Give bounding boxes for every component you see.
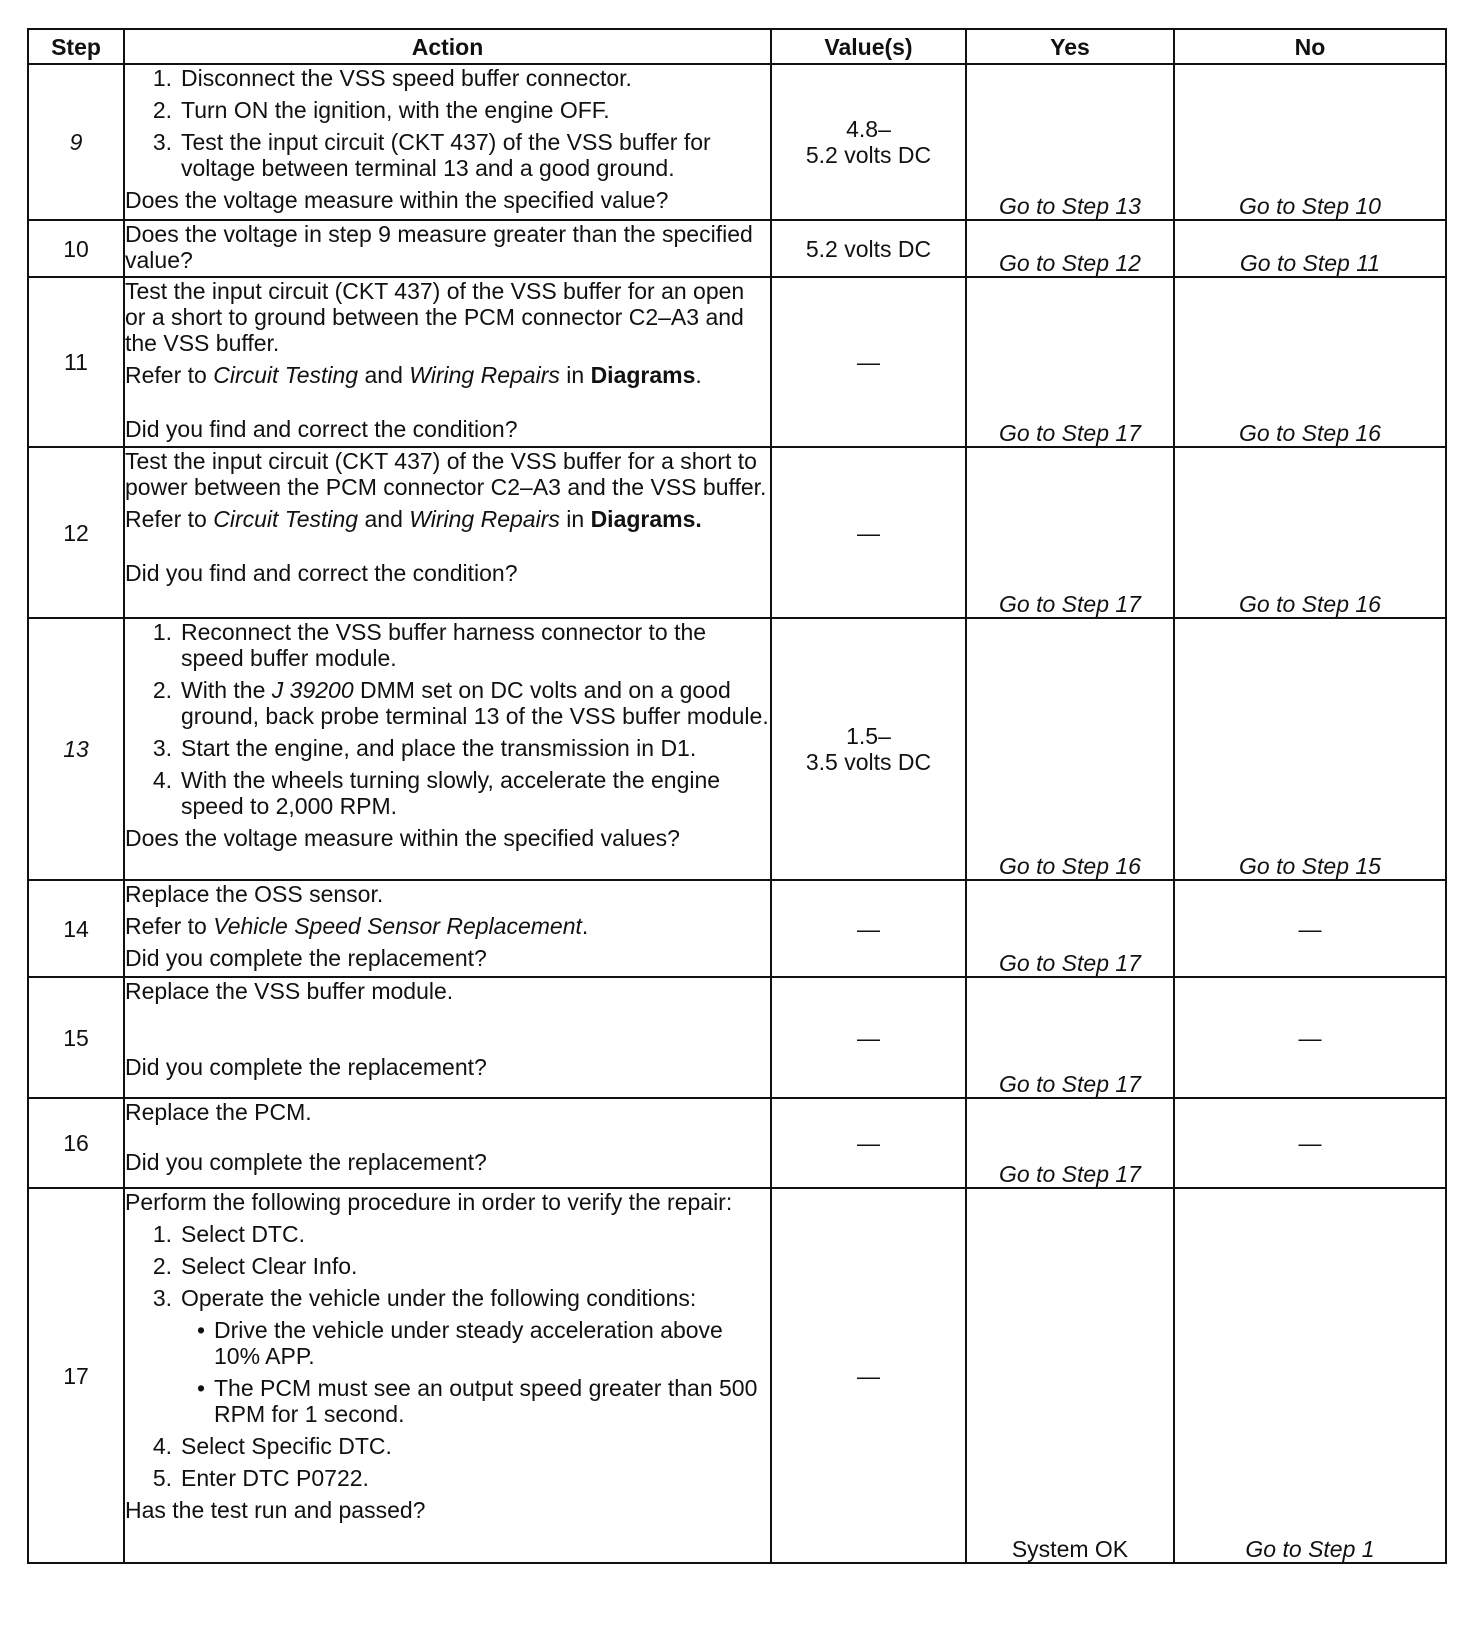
action-text: Replace the PCM. [125,1099,312,1125]
header-values: Value(s) [771,29,966,64]
step-number: 14 [28,880,124,977]
value-cell: — [771,977,966,1098]
step-number: 17 [28,1188,124,1563]
yes-result: Go to Step 17 [966,277,1174,447]
question: Did you complete the replacement? [125,945,487,971]
value-cell: — [771,1188,966,1563]
header-step: Step [28,29,124,64]
action-text: Test the input circuit (CKT 437) of the VSS buffer for an open or a short to ground between the PCM connector C2–A3 and the VSS buffer. [125,278,745,356]
yes-result: Go to Step 13 [966,64,1174,220]
yes-result: Go to Step 12 [966,220,1174,277]
question: Does the voltage measure within the specified value? [125,187,669,213]
yes-result: System OK [966,1188,1174,1563]
yes-result: Go to Step 17 [966,880,1174,977]
no-result: Go to Step 15 [1174,618,1446,880]
table-row [28,1098,1446,1188]
list-item: 4. Select Specific DTC. [152,1433,392,1459]
refer-link: Circuit Testing [213,362,359,388]
refer-link: Wiring Repairs [409,362,560,388]
question: Did you complete the replacement? [125,1054,487,1080]
refer-line: Refer to Vehicle Speed Sensor Replacement. [125,913,589,939]
value-line: 3.5 volts DC [805,749,932,775]
question: Did you find and correct the condition? [125,560,518,586]
procedure-list [125,619,770,819]
list-item: 1. Disconnect the VSS speed buffer connector. [152,65,632,91]
step-number: 16 [28,1098,124,1188]
table-row [28,880,1446,977]
yes-result: Go to Step 17 [966,977,1174,1098]
step-number: 10 [28,220,124,277]
question: Does the voltage measure within the specified values? [125,825,680,851]
list-item: 3. Operate the vehicle under the following conditions: • Drive the vehicle under steady acceleration above 10% APP. • The PCM must see an output speed greater than 500 RPM for 1 second. [125,1285,770,1427]
action-cell [124,880,771,977]
action-cell [124,1188,771,1563]
action-cell [124,447,771,618]
action-text: Test the input circuit (CKT 437) of the VSS buffer for a short to power between the PCM connector C2–A3 and the VSS buffer. [125,448,767,500]
diagnostic-table [27,28,1447,1564]
list-item: 2. Select Clear Info. [152,1253,358,1279]
step-number: 12 [28,447,124,618]
list-item: 4. With the wheels turning slowly, accelerate the engine speed to 2,000 RPM. [152,767,721,819]
action-cell [124,64,771,220]
refer-link: Circuit Testing [213,506,359,532]
bullet-item: • The PCM must see an output speed greater than 500 RPM for 1 second. [196,1375,758,1427]
refer-link: Wiring Repairs [409,506,560,532]
action-text: Perform the following procedure in order to verify the repair: [125,1189,733,1215]
table-row [28,618,1446,880]
question: Does the voltage in step 9 measure greater than the specified value? [125,221,753,273]
list-item: 3. Test the input circuit (CKT 437) of the VSS buffer for voltage between terminal 13 and a good ground. [152,129,711,181]
step-number: 9 [28,64,124,220]
action-cell [124,277,771,447]
value-cell: — [771,447,966,618]
bullet-item: • Drive the vehicle under steady acceleration above 10% APP. [196,1317,723,1369]
value-cell [771,618,966,880]
action-cell [124,220,771,277]
no-result: Go to Step 16 [1174,447,1446,618]
value-cell: — [771,277,966,447]
table-row [28,977,1446,1098]
condition-list [181,1317,770,1427]
table-row [28,447,1446,618]
step-number: 15 [28,977,124,1098]
value-cell: — [771,880,966,977]
refer-link: Vehicle Speed Sensor Replacement [213,913,582,939]
yes-result: Go to Step 17 [966,447,1174,618]
action-cell [124,977,771,1098]
action-cell [124,1098,771,1188]
tool-number: J 39200 [271,677,354,703]
step-number: 13 [28,618,124,880]
header-action: Action [124,29,771,64]
table-row [28,220,1446,277]
yes-result: Go to Step 17 [966,1098,1174,1188]
question: Did you complete the replacement? [125,1149,487,1175]
action-text: Replace the VSS buffer module. [125,978,454,1004]
question: Did you find and correct the condition? [125,416,518,442]
value-cell: — [771,1098,966,1188]
list-item: 1. Reconnect the VSS buffer harness connector to the speed buffer module. [152,619,707,671]
no-result: Go to Step 10 [1174,64,1446,220]
refer-line: Refer to Circuit Testing and Wiring Repairs in Diagrams. [125,506,702,532]
list-item: 5. Enter DTC P0722. [152,1465,369,1491]
table-row [28,1188,1446,1563]
procedure-list [125,65,770,181]
no-result: — [1174,977,1446,1098]
header-yes: Yes [966,29,1174,64]
yes-result: Go to Step 16 [966,618,1174,880]
action-text: Replace the OSS sensor. [125,881,384,907]
list-item: 1. Select DTC. [152,1221,305,1247]
question: Has the test run and passed? [125,1497,426,1523]
value-cell [771,64,966,220]
procedure-list [125,1221,770,1491]
action-cell [124,618,771,880]
list-item: 2. With the J 39200 DMM set on DC volts and on a good ground, back probe terminal 13 of the VSS buffer module. [152,677,769,729]
no-result: — [1174,1098,1446,1188]
table-row [28,64,1446,220]
value-cell: 5.2 volts DC [771,220,966,277]
refer-line: Refer to Circuit Testing and Wiring Repairs in Diagrams. [125,362,702,388]
table-row [28,277,1446,447]
step-number: 11 [28,277,124,447]
header-no: No [1174,29,1446,64]
value-line: 1.5– [846,723,891,749]
no-result: — [1174,880,1446,977]
no-result: Go to Step 1 [1174,1188,1446,1563]
no-result: Go to Step 11 [1174,220,1446,277]
list-item: 3. Start the engine, and place the transmission in D1. [152,735,697,761]
value-line: 4.8– [846,116,891,142]
list-item: 2. Turn ON the ignition, with the engine OFF. [152,97,610,123]
header-row [28,29,1446,64]
value-line: 5.2 volts DC [805,142,932,168]
no-result: Go to Step 16 [1174,277,1446,447]
